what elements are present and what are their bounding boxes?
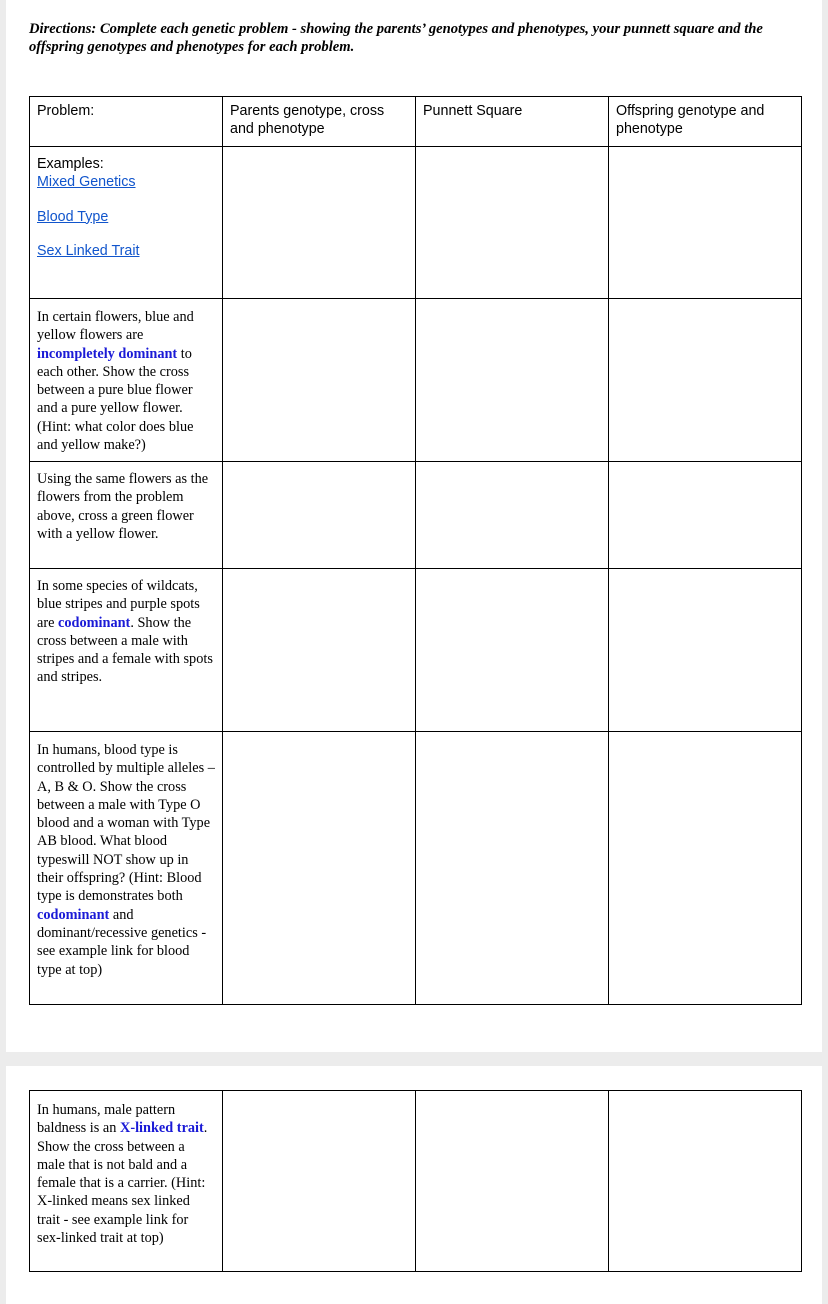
problem-3-post: . Show the cross between a male with stripes and a female with spots and stripes.: [37, 614, 213, 686]
table-row-problem-4: [30, 732, 802, 1005]
table-row-examples: [30, 147, 802, 299]
offspring-cell[interactable]: [609, 462, 802, 569]
offspring-cell[interactable]: [609, 147, 802, 299]
table-row-problem-1: [30, 299, 802, 462]
document-page-2: [6, 1066, 822, 1304]
parents-cell[interactable]: [223, 1091, 416, 1272]
link-blood-type[interactable]: Blood Type: [37, 208, 109, 225]
header-offspring: Offspring genotype and phenotype: [609, 97, 802, 147]
table-row-problem-5: [30, 1091, 802, 1272]
punnett-cell[interactable]: [416, 147, 609, 299]
parents-cell[interactable]: [223, 147, 416, 299]
problem-1-post: to each other. Show the cross between a pure blue flower and a pure yellow flower. (Hint: what color does blue and yellow make?): [37, 345, 194, 454]
problem-1-pre: In certain flowers, blue and yellow flowers are: [37, 309, 194, 344]
term-codominant: codominant: [58, 614, 131, 631]
directions-text: Directions: Complete each genetic problem - showing the parents’ genotypes and phenotypes, your punnett square and the offspring genotypes and phenotypes for each problem.: [29, 21, 763, 55]
header-parents: Parents genotype, cross and phenotype: [223, 97, 416, 147]
punnett-cell[interactable]: [416, 1091, 609, 1272]
link-sex-linked-trait[interactable]: Sex Linked Trait: [37, 242, 140, 259]
genetics-problems-table-continued: [29, 1090, 802, 1272]
parents-cell[interactable]: [223, 462, 416, 569]
offspring-cell[interactable]: [609, 569, 802, 732]
problem-5-post: . Show the cross between a male that is not bald and a female that is a carrier. (Hint: X-linked means sex linked trait - see example link for sex-linked trait at top): [37, 1120, 208, 1247]
offspring-cell[interactable]: [609, 1091, 802, 1272]
examples-cell: [30, 147, 223, 299]
punnett-cell[interactable]: [416, 299, 609, 462]
problem-1-text: [30, 299, 223, 462]
examples-label: Examples:: [37, 156, 104, 172]
problem-2-text: Using the same flowers as the flowers from the problem above, cross a green flower with a yellow flower.: [30, 462, 223, 569]
problem-4-text: [30, 732, 223, 1005]
problem-5-pre: In humans, male pattern baldness is an: [37, 1102, 176, 1137]
problem-4-pre: In humans, blood type is controlled by multiple alleles – A, B & O. Show the cross between a male with Type O blood and a woman with Type AB blood. What blood typeswill NOT show up in their offspring? (Hint: Blood type is demonstrates both: [37, 742, 215, 905]
link-mixed-genetics[interactable]: Mixed Genetics: [37, 174, 136, 191]
header-punnett-square: Punnett Square: [416, 97, 609, 147]
problem-4-post: and dominant/recessive genetics - see example link for blood type at top): [37, 906, 207, 978]
punnett-cell[interactable]: [416, 732, 609, 1005]
table-header-row: [30, 97, 802, 147]
term-codominant: codominant: [37, 906, 110, 923]
term-x-linked-trait: X-linked trait: [120, 1120, 204, 1137]
term-incompletely-dominant: incompletely dominant: [37, 345, 178, 362]
document-page-1: [6, 0, 822, 1052]
parents-cell[interactable]: [223, 299, 416, 462]
problem-3-pre: In some species of wildcats, blue stripes and purple spots are: [37, 578, 200, 631]
offspring-cell[interactable]: [609, 299, 802, 462]
parents-cell[interactable]: [223, 732, 416, 1005]
table-row-problem-2: [30, 462, 802, 569]
punnett-cell[interactable]: [416, 462, 609, 569]
offspring-cell[interactable]: [609, 732, 802, 1005]
problem-5-text: [30, 1091, 223, 1272]
genetics-problems-table: [29, 96, 802, 1005]
problem-3-text: [30, 569, 223, 732]
header-problem: Problem:: [30, 97, 223, 147]
parents-cell[interactable]: [223, 569, 416, 732]
punnett-cell[interactable]: [416, 569, 609, 732]
table-row-problem-3: [30, 569, 802, 732]
